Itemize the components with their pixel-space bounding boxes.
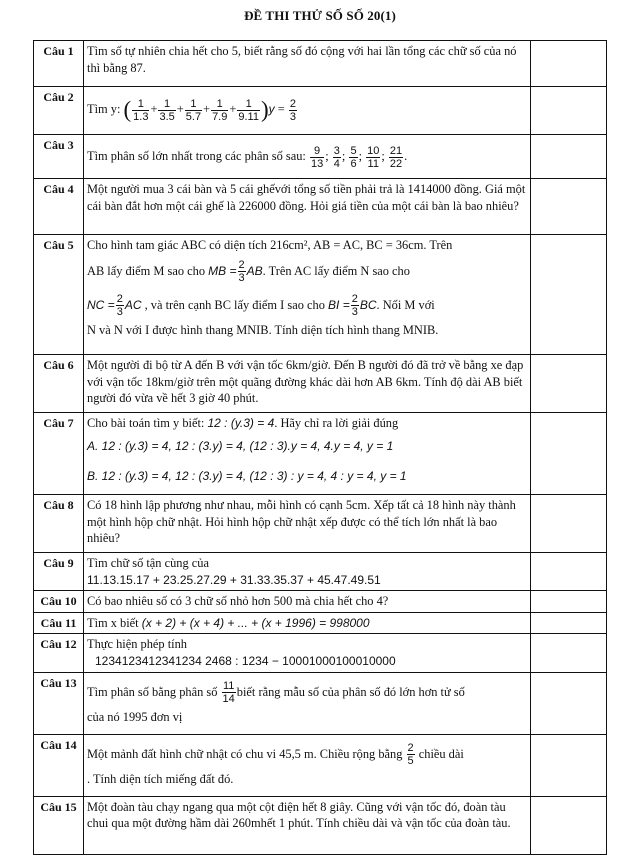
question-row-10 [34, 591, 607, 613]
question-text: Tìm số tự nhiên chia hết cho 5, biết rằng số đó cộng với hai lần tổng các chữ số của nó thì bằng 87. [84, 41, 531, 87]
question-row-11 [34, 612, 607, 634]
fraction: $\frac{1}{3.5}$ [159, 97, 175, 123]
question-text: Thực hiện phép tính 1234123412341234 2468 : 1234 − 10001000100010000 [84, 634, 531, 672]
question-label: Câu 14 [34, 734, 84, 796]
question-text: Tìm phân số lớn nhất trong các phân số sau: $\frac{9}{13}$ ; $\frac{3}{4}$ ; $\frac{5}{6}$ ; $\frac{10}{11}$ ; $\frac{21}{22}$ . [84, 135, 531, 179]
question-label: Câu 9 [34, 553, 84, 591]
question-text: Một người mua 3 cái bàn và 5 cái ghếvới tổng số tiền phải trả là 1414000 đồng. Giá một cái bàn đắt hơn một cái ghế là 226000 đồng. Hỏi giá tiền của một cái bàn là bao nhiêu? [84, 179, 531, 235]
fraction: $\frac{1}{7.9}$ [212, 97, 228, 123]
answer-cell [531, 796, 607, 854]
question-row-14 [34, 734, 607, 796]
fraction: $\frac{1}{5.7}$ [185, 97, 202, 123]
answer-cell [531, 495, 607, 553]
question-text: Tìm chữ số tận cùng của 11.13.15.17 + 23.25.27.29 + 31.33.35.37 + 45.47.49.51 [84, 553, 531, 591]
answer-cell [531, 235, 607, 355]
question-label: Câu 12 [34, 634, 84, 672]
answer-cell [531, 87, 607, 135]
question-label: Câu 8 [34, 495, 84, 553]
question-text: Một mảnh đất hình chữ nhật có chu vi 45,5 m. Chiều rộng bằng $\frac{2}{5}$ chiều dài . Tính diện tích miếng đất đó. [84, 734, 531, 796]
option-a: A. 12 : (y.3) = 4, 12 : (3.y) = 4, (12 : 3).y = 4, 4.y = 4, y = 1 [87, 438, 394, 453]
fraction: $\frac{2}{3}$ [116, 293, 123, 319]
question-text: Có bao nhiêu số có 3 chữ số nhỏ hơn 500 mà chia hết cho 4? [84, 591, 531, 613]
fraction: $\frac{21}{22}$ [389, 144, 403, 170]
question-text: Cho bài toán tìm y biết: 12 : (y.3) = 4. Hãy chỉ ra lời giải đúng A. 12 : (y.3) = 4, 12 : (3.y) = 4, (12 : 3).y = 4, 4.y = 4, y = 1 B. 12 : (y.3) = 4, 12 : (3.y) = 4, (12 : 3) : y = 4, 4 : y = 4, y = 1 [84, 413, 531, 495]
fraction: $\frac{11}{14}$ [222, 680, 235, 706]
question-row-1 [34, 41, 607, 87]
fraction: $\frac{1}{1.3}$ [133, 97, 149, 123]
exam-title: ĐỀ THI THỬ SỐ SỐ 20(1) [244, 8, 396, 23]
answer-cell [531, 135, 607, 179]
answer-cell [531, 672, 607, 734]
question-row-13 [34, 672, 607, 734]
lead-text: Tìm y: [87, 102, 121, 116]
fraction: $\frac{2}{3}$ [351, 293, 358, 319]
fraction: $\frac{2}{5}$ [407, 742, 414, 768]
question-row-4 [34, 179, 607, 235]
question-text: Tìm x biết (x + 2) + (x + 4) + ... + (x + 1996) = 998000 [84, 612, 531, 634]
question-row-2 [34, 87, 607, 135]
fraction: $\frac{9}{13}$ [310, 144, 324, 170]
question-label: Câu 11 [34, 612, 84, 634]
answer-cell [531, 41, 607, 87]
option-b: B. 12 : (y.3) = 4, 12 : (3.y) = 4, (12 : 3) : y = 4, 4 : y = 4, y = 1 [87, 468, 407, 483]
answer-cell [531, 553, 607, 591]
question-text: Cho hình tam giác ABC có diện tích 216cm², AB = AC, BC = 36cm. Trên AB lấy điểm M sao cho MB = $\frac{2}{3}$ AB. Trên AC lấy điểm N sao cho NC = $\frac{2}{3}$ AC , và trên cạnh BC lấy điểm I sao cho BI = $\frac{2}{3}$ BC. Nối M với N và N với I được hình thang MNIB. Tính diện tích hình thang MNIB. [84, 235, 531, 355]
fraction: $\frac{1}{9.11}$ [238, 97, 259, 123]
fraction: $\frac{3}{4}$ [333, 144, 340, 170]
answer-cell [531, 734, 607, 796]
question-text: Tìm y: ( $\frac{1}{1.3}$ + $\frac{1}{3.5}$ + $\frac{1}{5.7}$ + $\frac{1}{7.9}$ + $\frac{1}{9.11}$ )y = $\frac{2}{3}$ [84, 87, 531, 135]
fraction: $\frac{10}{11}$ [367, 144, 380, 170]
fraction: $\frac{5}{6}$ [350, 144, 357, 170]
fraction: $\frac{2}{3}$ [238, 259, 245, 285]
answer-cell [531, 591, 607, 613]
answer-cell [531, 179, 607, 235]
question-row-8 [34, 495, 607, 553]
question-row-6 [34, 355, 607, 413]
question-label: Câu 15 [34, 796, 84, 854]
question-label: Câu 6 [34, 355, 84, 413]
question-label: Câu 3 [34, 135, 84, 179]
question-label: Câu 13 [34, 672, 84, 734]
question-row-9 [34, 553, 607, 591]
question-text: Tìm phân số bằng phân số $\frac{11}{14}$ biết rằng mẫu số của phân số đó lớn hơn tử số của nó 1995 đơn vị [84, 672, 531, 734]
answer-cell [531, 612, 607, 634]
question-text: Có 18 hình lập phương như nhau, mỗi hình có cạnh 5cm. Xếp tất cả 18 hình này thành một hình hộp chữ nhật. Hỏi hình hộp chữ nhật xếp được có thể tích lớn nhất là bao nhiêu? [84, 495, 531, 553]
question-label: Câu 5 [34, 235, 84, 355]
question-label: Câu 4 [34, 179, 84, 235]
question-row-15 [34, 796, 607, 854]
question-label: Câu 7 [34, 413, 84, 495]
answer-cell [531, 413, 607, 495]
question-table [33, 40, 607, 855]
question-row-3 [34, 135, 607, 179]
question-text: Một người đi bộ từ A đến B với vận tốc 6km/giờ. Đến B người đó đã trở về bằng xe đạp với vận tốc 18km/giờ trên một quãng đường khác dài hơn AB 6km. Tính độ dài AB biết người đó vừa về hết 3 giờ 40 phút. [84, 355, 531, 413]
fraction: $\frac{2}{3}$ [289, 97, 296, 123]
question-label: Câu 1 [34, 41, 84, 87]
question-row-12 [34, 634, 607, 672]
answer-cell [531, 355, 607, 413]
question-row-5 [34, 235, 607, 355]
question-text: Một đoàn tàu chạy ngang qua một cột điện hết 8 giây. Cũng với vận tốc đó, đoàn tàu chui qua một đường hầm dài 260mhết 1 phút. Tính chiều dài và vận tốc của đoàn tàu. [84, 796, 531, 854]
answer-cell [531, 634, 607, 672]
question-label: Câu 2 [34, 87, 84, 135]
question-row-7 [34, 413, 607, 495]
question-label: Câu 10 [34, 591, 84, 613]
